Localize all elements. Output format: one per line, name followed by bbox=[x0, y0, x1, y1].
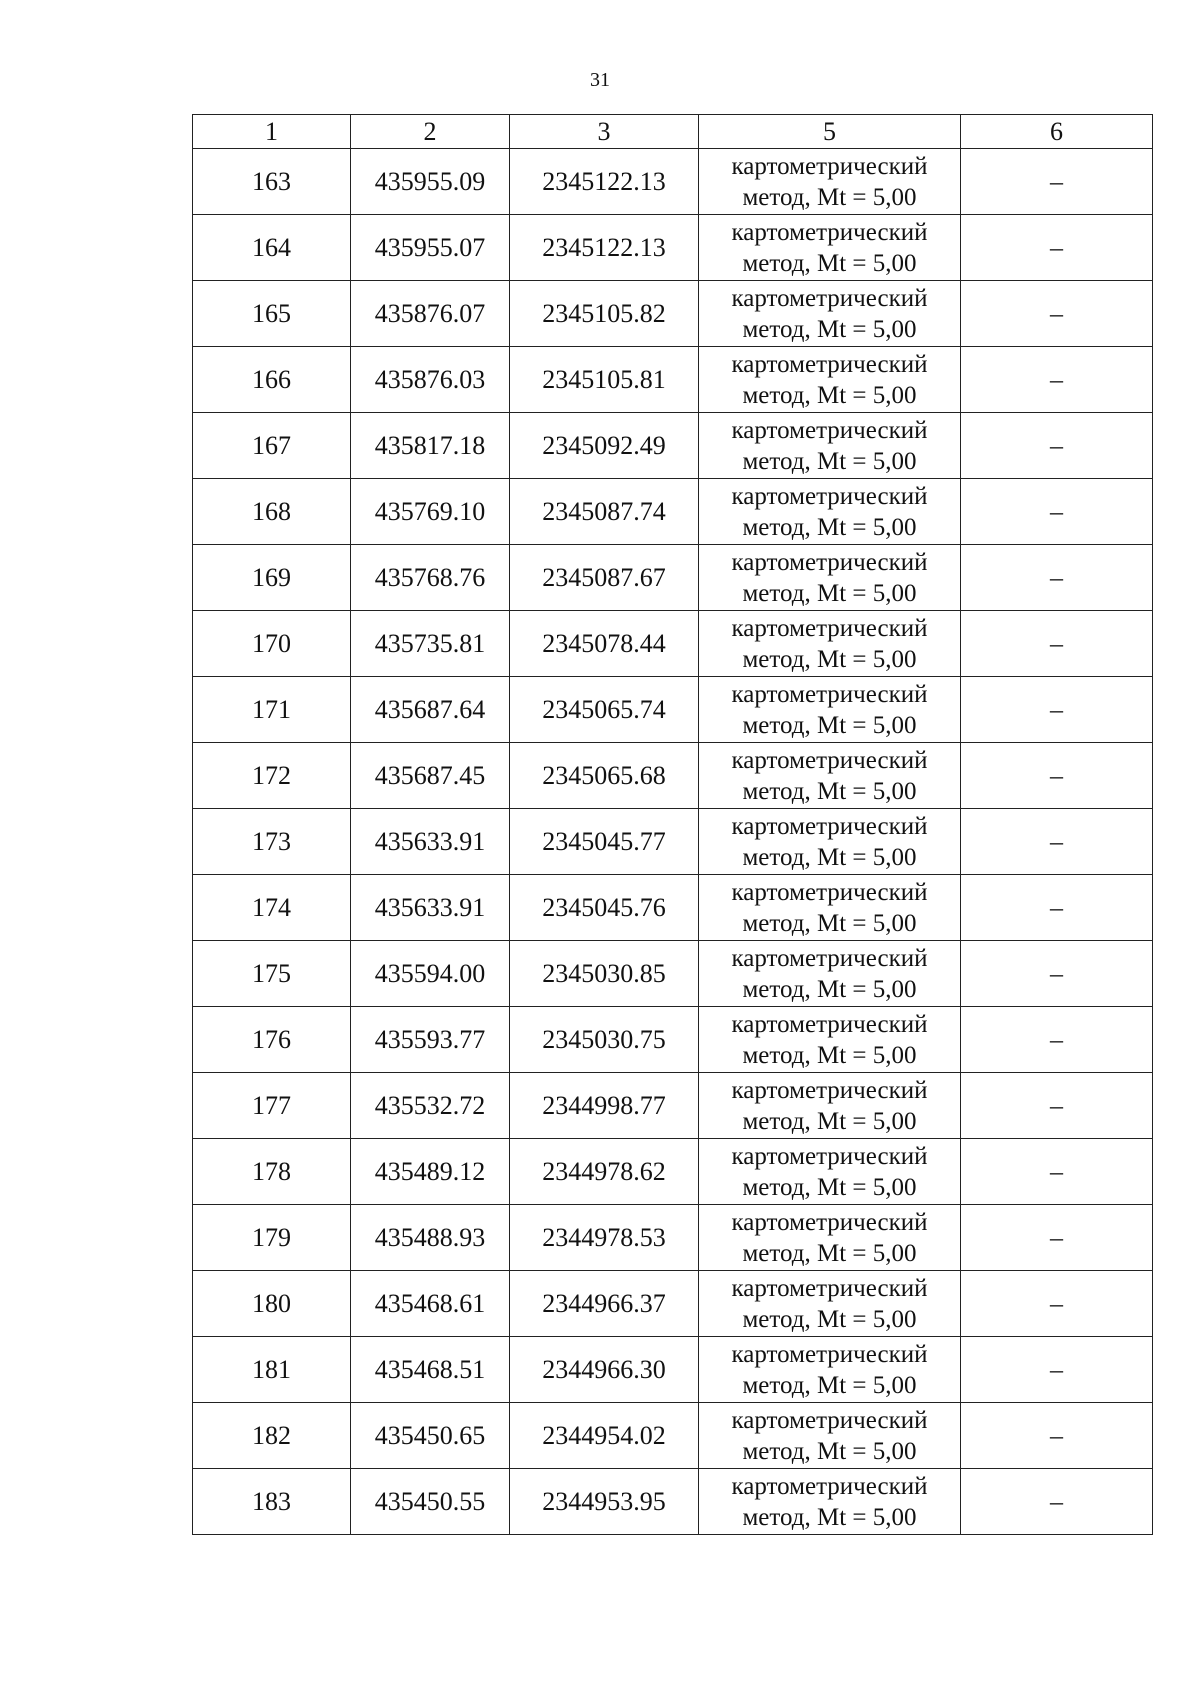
method-line-1: картометрический bbox=[731, 614, 928, 642]
method-line-1: картометрический bbox=[731, 1076, 928, 1104]
x-coordinate-cell: 435468.61 bbox=[351, 1271, 510, 1337]
method-line-2: метод, Mt = 5,00 bbox=[742, 975, 917, 1003]
method-cell bbox=[699, 149, 961, 215]
point-number-cell: 182 bbox=[193, 1403, 351, 1469]
table-row bbox=[193, 743, 1153, 809]
column-6-cell: – bbox=[961, 743, 1153, 809]
method-line-2: метод, Mt = 5,00 bbox=[742, 579, 917, 607]
column-6-cell: – bbox=[961, 1403, 1153, 1469]
method-line-1: картометрический bbox=[731, 1472, 928, 1500]
column-6-cell: – bbox=[961, 1139, 1153, 1205]
column-header-5: 5 bbox=[699, 115, 961, 149]
x-coordinate-cell: 435817.18 bbox=[351, 413, 510, 479]
x-coordinate-cell: 435955.07 bbox=[351, 215, 510, 281]
page-number: 31 bbox=[590, 69, 610, 91]
method-cell bbox=[699, 941, 961, 1007]
method-cell bbox=[699, 479, 961, 545]
y-coordinate-cell: 2344954.02 bbox=[510, 1403, 699, 1469]
point-number-cell: 177 bbox=[193, 1073, 351, 1139]
method-cell bbox=[699, 677, 961, 743]
x-coordinate-cell: 435876.03 bbox=[351, 347, 510, 413]
column-6-cell: – bbox=[961, 1073, 1153, 1139]
method-cell bbox=[699, 1337, 961, 1403]
x-coordinate-cell: 435488.93 bbox=[351, 1205, 510, 1271]
column-6-cell: – bbox=[961, 875, 1153, 941]
method-line-2: метод, Mt = 5,00 bbox=[742, 315, 917, 343]
x-coordinate-cell: 435532.72 bbox=[351, 1073, 510, 1139]
y-coordinate-cell: 2344966.37 bbox=[510, 1271, 699, 1337]
method-line-1: картометрический bbox=[731, 1010, 928, 1038]
method-cell bbox=[699, 1271, 961, 1337]
method-line-2: метод, Mt = 5,00 bbox=[742, 1503, 917, 1531]
column-6-cell: – bbox=[961, 281, 1153, 347]
coordinates-table bbox=[192, 114, 1153, 1535]
method-line-2: метод, Mt = 5,00 bbox=[742, 909, 917, 937]
y-coordinate-cell: 2345122.13 bbox=[510, 215, 699, 281]
method-line-2: метод, Mt = 5,00 bbox=[742, 645, 917, 673]
point-number-cell: 167 bbox=[193, 413, 351, 479]
point-number-cell: 169 bbox=[193, 545, 351, 611]
y-coordinate-cell: 2344978.62 bbox=[510, 1139, 699, 1205]
table-row bbox=[193, 1007, 1153, 1073]
column-6-cell: – bbox=[961, 1271, 1153, 1337]
point-number-cell: 173 bbox=[193, 809, 351, 875]
x-coordinate-cell: 435955.09 bbox=[351, 149, 510, 215]
method-line-1: картометрический bbox=[731, 1340, 928, 1368]
y-coordinate-cell: 2345030.75 bbox=[510, 1007, 699, 1073]
table-row bbox=[193, 1139, 1153, 1205]
method-cell bbox=[699, 1205, 961, 1271]
method-line-1: картометрический bbox=[731, 944, 928, 972]
method-line-1: картометрический bbox=[731, 878, 928, 906]
column-6-cell: – bbox=[961, 1205, 1153, 1271]
table-row bbox=[193, 1205, 1153, 1271]
method-line-2: метод, Mt = 5,00 bbox=[742, 1173, 917, 1201]
method-cell bbox=[699, 1007, 961, 1073]
column-6-cell: – bbox=[961, 545, 1153, 611]
column-6-cell: – bbox=[961, 479, 1153, 545]
y-coordinate-cell: 2344966.30 bbox=[510, 1337, 699, 1403]
y-coordinate-cell: 2345092.49 bbox=[510, 413, 699, 479]
point-number-cell: 174 bbox=[193, 875, 351, 941]
y-coordinate-cell: 2345105.82 bbox=[510, 281, 699, 347]
y-coordinate-cell: 2345087.67 bbox=[510, 545, 699, 611]
table-row bbox=[193, 677, 1153, 743]
point-number-cell: 170 bbox=[193, 611, 351, 677]
method-line-1: картометрический bbox=[731, 548, 928, 576]
table-row bbox=[193, 281, 1153, 347]
x-coordinate-cell: 435450.55 bbox=[351, 1469, 510, 1535]
table-row bbox=[193, 1337, 1153, 1403]
point-number-cell: 166 bbox=[193, 347, 351, 413]
table-row bbox=[193, 347, 1153, 413]
column-6-cell: – bbox=[961, 1007, 1153, 1073]
table-row bbox=[193, 479, 1153, 545]
method-line-1: картометрический bbox=[731, 218, 928, 246]
method-line-2: метод, Mt = 5,00 bbox=[742, 1041, 917, 1069]
table-row bbox=[193, 1271, 1153, 1337]
method-line-1: картометрический bbox=[731, 812, 928, 840]
y-coordinate-cell: 2345065.68 bbox=[510, 743, 699, 809]
point-number-cell: 171 bbox=[193, 677, 351, 743]
point-number-cell: 181 bbox=[193, 1337, 351, 1403]
column-header-6: 6 bbox=[961, 115, 1153, 149]
method-line-2: метод, Mt = 5,00 bbox=[742, 711, 917, 739]
method-line-2: метод, Mt = 5,00 bbox=[742, 1239, 917, 1267]
x-coordinate-cell: 435594.00 bbox=[351, 941, 510, 1007]
method-cell bbox=[699, 281, 961, 347]
point-number-cell: 178 bbox=[193, 1139, 351, 1205]
x-coordinate-cell: 435633.91 bbox=[351, 809, 510, 875]
method-line-2: метод, Mt = 5,00 bbox=[742, 381, 917, 409]
method-line-2: метод, Mt = 5,00 bbox=[742, 447, 917, 475]
table-row bbox=[193, 215, 1153, 281]
method-line-1: картометрический bbox=[731, 152, 928, 180]
method-line-2: метод, Mt = 5,00 bbox=[742, 1437, 917, 1465]
x-coordinate-cell: 435769.10 bbox=[351, 479, 510, 545]
x-coordinate-cell: 435735.81 bbox=[351, 611, 510, 677]
column-6-cell: – bbox=[961, 1337, 1153, 1403]
method-line-1: картометрический bbox=[731, 1208, 928, 1236]
y-coordinate-cell: 2345122.13 bbox=[510, 149, 699, 215]
x-coordinate-cell: 435450.65 bbox=[351, 1403, 510, 1469]
method-line-1: картометрический bbox=[731, 1142, 928, 1170]
column-header-2: 2 bbox=[351, 115, 510, 149]
y-coordinate-cell: 2344953.95 bbox=[510, 1469, 699, 1535]
method-cell bbox=[699, 1073, 961, 1139]
table-row bbox=[193, 1469, 1153, 1535]
y-coordinate-cell: 2345078.44 bbox=[510, 611, 699, 677]
method-cell bbox=[699, 875, 961, 941]
method-cell bbox=[699, 215, 961, 281]
method-line-2: метод, Mt = 5,00 bbox=[742, 1305, 917, 1333]
method-line-1: картометрический bbox=[731, 350, 928, 378]
point-number-cell: 163 bbox=[193, 149, 351, 215]
y-coordinate-cell: 2345030.85 bbox=[510, 941, 699, 1007]
method-line-2: метод, Mt = 5,00 bbox=[742, 843, 917, 871]
x-coordinate-cell: 435468.51 bbox=[351, 1337, 510, 1403]
column-6-cell: – bbox=[961, 1469, 1153, 1535]
x-coordinate-cell: 435593.77 bbox=[351, 1007, 510, 1073]
method-line-1: картометрический bbox=[731, 680, 928, 708]
point-number-cell: 179 bbox=[193, 1205, 351, 1271]
method-cell bbox=[699, 1469, 961, 1535]
method-cell bbox=[699, 1403, 961, 1469]
y-coordinate-cell: 2345087.74 bbox=[510, 479, 699, 545]
table-row bbox=[193, 941, 1153, 1007]
column-6-cell: – bbox=[961, 413, 1153, 479]
method-cell bbox=[699, 413, 961, 479]
point-number-cell: 168 bbox=[193, 479, 351, 545]
method-cell bbox=[699, 1139, 961, 1205]
method-cell bbox=[699, 611, 961, 677]
table-row bbox=[193, 1403, 1153, 1469]
table-row bbox=[193, 545, 1153, 611]
method-line-1: картометрический bbox=[731, 482, 928, 510]
x-coordinate-cell: 435768.76 bbox=[351, 545, 510, 611]
table-header-row bbox=[193, 115, 1153, 149]
method-line-2: метод, Mt = 5,00 bbox=[742, 183, 917, 211]
column-6-cell: – bbox=[961, 809, 1153, 875]
method-line-1: картометрический bbox=[731, 416, 928, 444]
column-header-3: 3 bbox=[510, 115, 699, 149]
y-coordinate-cell: 2345045.76 bbox=[510, 875, 699, 941]
x-coordinate-cell: 435687.45 bbox=[351, 743, 510, 809]
column-6-cell: – bbox=[961, 941, 1153, 1007]
column-6-cell: – bbox=[961, 677, 1153, 743]
table-row bbox=[193, 1073, 1153, 1139]
point-number-cell: 176 bbox=[193, 1007, 351, 1073]
y-coordinate-cell: 2344998.77 bbox=[510, 1073, 699, 1139]
x-coordinate-cell: 435876.07 bbox=[351, 281, 510, 347]
y-coordinate-cell: 2345045.77 bbox=[510, 809, 699, 875]
table-row bbox=[193, 875, 1153, 941]
method-line-2: метод, Mt = 5,00 bbox=[742, 513, 917, 541]
y-coordinate-cell: 2344978.53 bbox=[510, 1205, 699, 1271]
table-row bbox=[193, 149, 1153, 215]
point-number-cell: 165 bbox=[193, 281, 351, 347]
method-line-1: картометрический bbox=[731, 1406, 928, 1434]
method-line-2: метод, Mt = 5,00 bbox=[742, 249, 917, 277]
column-header-1: 1 bbox=[193, 115, 351, 149]
method-line-2: метод, Mt = 5,00 bbox=[742, 1107, 917, 1135]
y-coordinate-cell: 2345065.74 bbox=[510, 677, 699, 743]
column-6-cell: – bbox=[961, 611, 1153, 677]
method-cell bbox=[699, 545, 961, 611]
y-coordinate-cell: 2345105.81 bbox=[510, 347, 699, 413]
point-number-cell: 164 bbox=[193, 215, 351, 281]
table-row bbox=[193, 809, 1153, 875]
x-coordinate-cell: 435489.12 bbox=[351, 1139, 510, 1205]
method-line-2: метод, Mt = 5,00 bbox=[742, 777, 917, 805]
point-number-cell: 180 bbox=[193, 1271, 351, 1337]
x-coordinate-cell: 435687.64 bbox=[351, 677, 510, 743]
method-cell bbox=[699, 809, 961, 875]
point-number-cell: 183 bbox=[193, 1469, 351, 1535]
method-cell bbox=[699, 743, 961, 809]
method-line-1: картометрический bbox=[731, 284, 928, 312]
table-row bbox=[193, 413, 1153, 479]
column-6-cell: – bbox=[961, 347, 1153, 413]
method-cell bbox=[699, 347, 961, 413]
table-row bbox=[193, 611, 1153, 677]
method-line-1: картометрический bbox=[731, 746, 928, 774]
column-6-cell: – bbox=[961, 149, 1153, 215]
x-coordinate-cell: 435633.91 bbox=[351, 875, 510, 941]
method-line-1: картометрический bbox=[731, 1274, 928, 1302]
method-line-2: метод, Mt = 5,00 bbox=[742, 1371, 917, 1399]
point-number-cell: 172 bbox=[193, 743, 351, 809]
point-number-cell: 175 bbox=[193, 941, 351, 1007]
column-6-cell: – bbox=[961, 215, 1153, 281]
